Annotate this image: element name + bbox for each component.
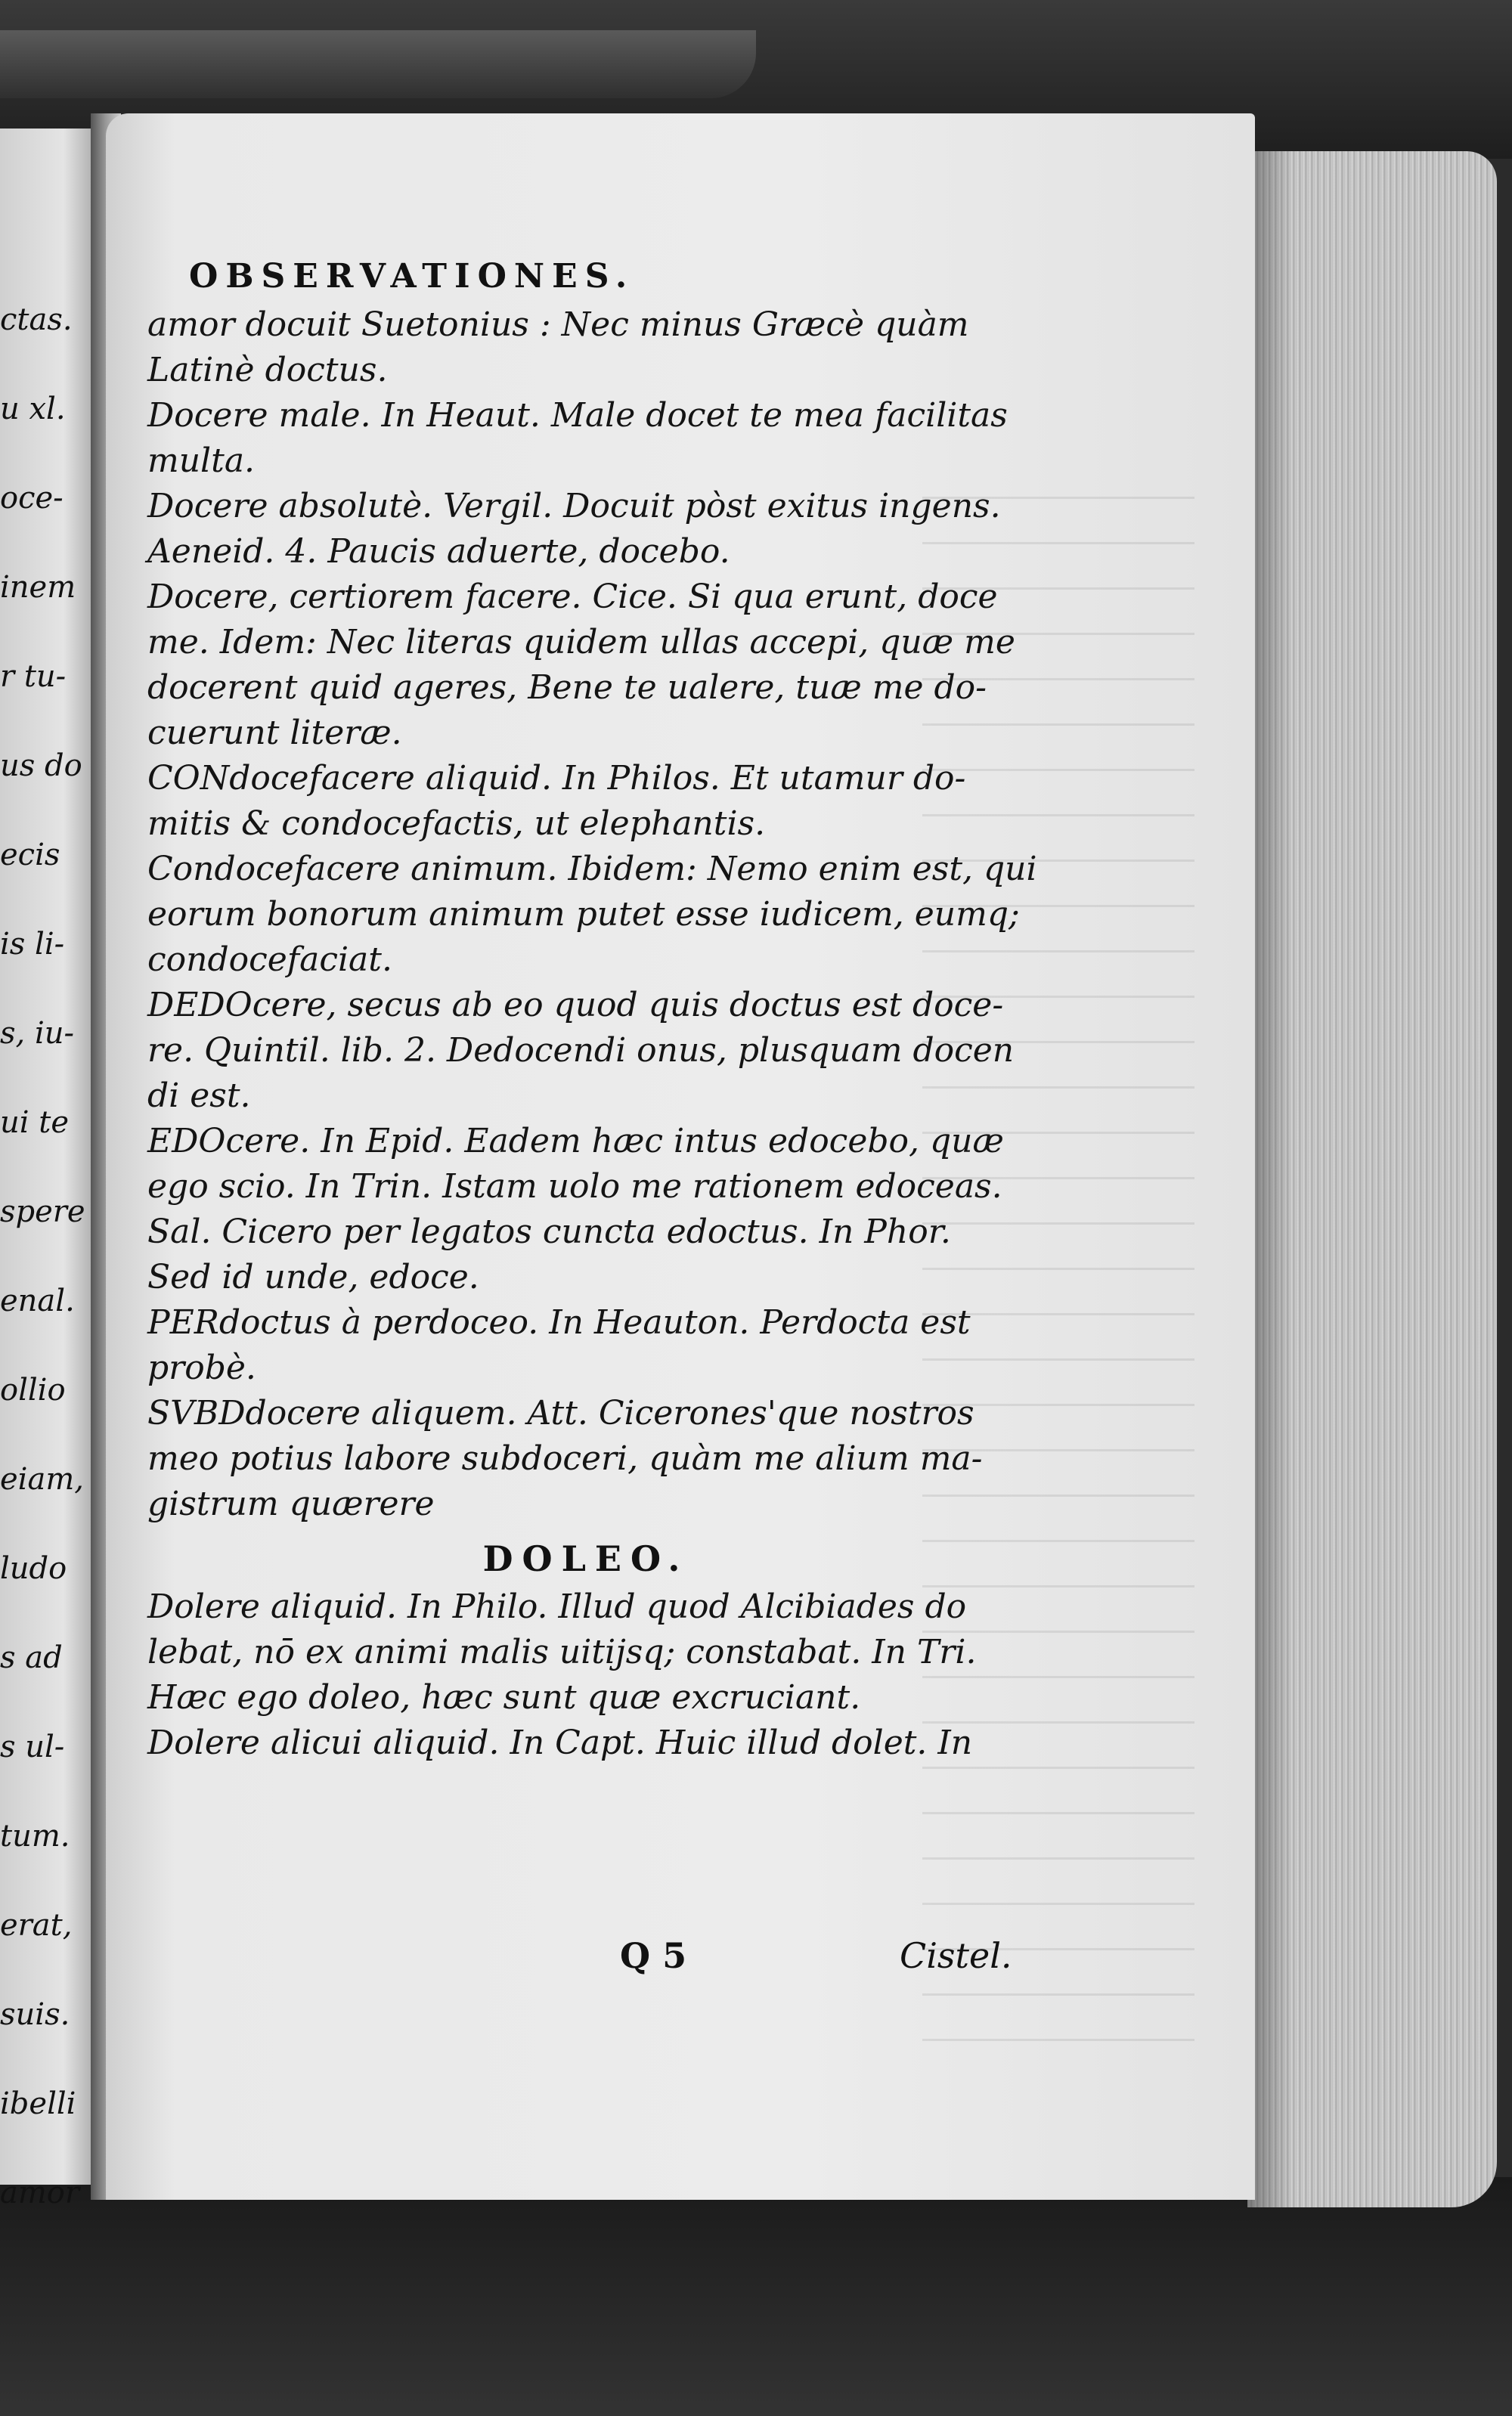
left-page-fragment: s ad (0, 1640, 63, 1675)
main-text (147, 302, 1037, 1766)
text-line: condocefaciat. (147, 940, 392, 979)
text-line: probè. (147, 1349, 256, 1387)
text-line: lebat, nō ex animi malis uitijsq; constabat. In Tri. (147, 1633, 977, 1671)
left-page-fragment: us do (0, 748, 82, 783)
section-lines (147, 1584, 1024, 1766)
text-line: Latinè doctus. (147, 351, 388, 389)
text-line: Sal. Cicero per legatos cuncta edoctus. In Phor. (147, 1213, 951, 1251)
left-page-fragment: ludo (0, 1551, 67, 1586)
left-page-fragment: ollio (0, 1373, 66, 1408)
text-line: mitis & condocefactis, ut elephantis. (147, 804, 766, 843)
text-line: eorum bonorum animum putet esse iudicem, eumq; (147, 895, 1020, 934)
left-page (0, 129, 106, 2210)
text-line: Docere, certiorem facere. Cice. Si qua erunt, doce (147, 578, 998, 616)
left-page-fragment: ibelli (0, 2086, 76, 2121)
left-page-fragment: u xl. (0, 392, 66, 426)
text-line: Docere male. In Heaut. Male docet te mea facilitas (147, 396, 1008, 435)
text-line: cuerunt literæ. (147, 714, 402, 752)
text-line: DEDOcere, secus ab eo quod quis doctus est doce- (147, 986, 1004, 1024)
text-line: Sed id unde, edoce. (147, 1258, 479, 1296)
left-page-fragment: tum. (0, 1819, 70, 1854)
text-line: multa. (147, 441, 256, 480)
text-line: re. Quintil. lib. 2. Dedocendi onus, plusquam docen (147, 1031, 1015, 1070)
text-line: Aeneid. 4. Paucis aduerte, docebo. (147, 532, 730, 571)
text-line: me. Idem: Nec literas quidem ullas accepi, quæ me (147, 623, 1015, 661)
left-page-fragment: oce- (0, 481, 64, 516)
left-page-fragment: s ul- (0, 1730, 65, 1764)
text-line: gistrum quærere (147, 1485, 435, 1523)
text-line: Dolere alicui aliquid. In Capt. Huic illud dolet. In (147, 1724, 973, 1762)
text-line: CONdocefacere aliquid. In Philos. Et utamur do- (147, 759, 966, 798)
left-page-fragment: r tu- (0, 659, 67, 694)
left-page-fragment: ctas. (0, 302, 73, 337)
text-line: Docere absolutè. Vergil. Docuit pòst exitus ingens. (147, 487, 1001, 525)
book-strap (0, 30, 756, 98)
running-head: OBSERVATIONES. (189, 257, 635, 296)
body-lines (147, 302, 1037, 1527)
text-line: PERdoctus à perdoceo. In Heauton. Perdocta est (147, 1303, 971, 1342)
text-line: EDOcere. In Epid. Eadem hæc intus edocebo, quæ (147, 1122, 1004, 1160)
left-page-fragment: eiam, (0, 1462, 84, 1497)
left-page-fragment: suis. (0, 1997, 70, 2032)
left-page-fragment: ui te (0, 1105, 70, 1140)
text-line: meo potius labore subdoceri, quàm me alium ma- (147, 1439, 983, 1478)
left-page-fragment: erat, (0, 1908, 73, 1943)
catchword: Cistel. (900, 1935, 1012, 1976)
text-line: amor docuit Suetonius : Nec minus Græcè quàm (147, 305, 969, 344)
left-page-fragment: s, iu- (0, 1016, 75, 1051)
text-line: di est. (147, 1076, 251, 1115)
left-page-fragment: inem (0, 570, 76, 605)
signature-mark: Q 5 (620, 1935, 687, 1976)
left-page-fragment: ecis (0, 838, 60, 872)
left-page-fragment: amor (0, 2176, 79, 2210)
section-head: DOLEO. (482, 1538, 689, 1579)
text-line: SVBDdocere aliquem. Att. Cicerones'que nostros (147, 1394, 974, 1433)
text-line: Condocefacere animum. Ibidem: Nemo enim est, qui (147, 850, 1037, 888)
left-page-fragment: spere (0, 1194, 85, 1229)
text-line: Hæc ego doleo, hæc sunt quæ excruciant. (147, 1678, 861, 1717)
left-page-fragment: is li- (0, 927, 65, 962)
background-bottom (0, 2177, 1512, 2416)
text-line: Dolere aliquid. In Philo. Illud quod Alcibiades do (147, 1587, 967, 1626)
text-line: ego scio. In Trin. Istam uolo me rationem edoceas. (147, 1167, 1002, 1206)
text-line: docerent quid ageres, Bene te ualere, tuæ me do- (147, 668, 987, 707)
left-page-fragment: enal. (0, 1284, 75, 1318)
